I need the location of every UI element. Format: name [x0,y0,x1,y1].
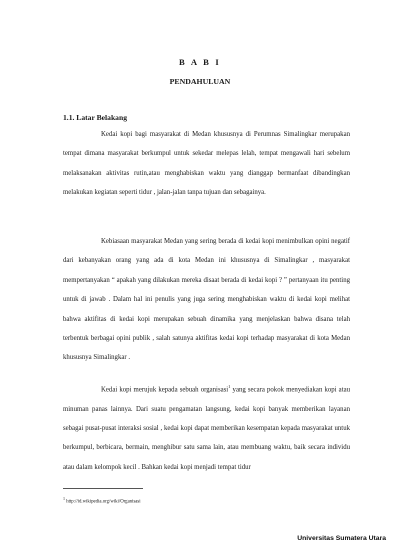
paragraph-3-rest: yang secara pokok menyediakan kopi atau minuman panas lainnya. Dari suatu pengamatan langsung, kedai kopi banyak memberikan layanan sebagai pusat-pusat interaksi sosial , kedai kopi dapat memberikan kesempatan kepada masyarakat untuk berkumpul, berbicara, bermain, menghibur satu sama lain, atau membuang waktu, baik secara individu atau dalam kelompok kecil . Bahkan kedai kopi menjadi tempat tidur [63,386,350,471]
chapter-title: PENDAHULUAN [169,77,231,86]
section-heading: 1.1. Latar Belakang [63,113,127,122]
paragraph-2 [63,232,350,368]
university-footer: Universitas Sumatera Utara [297,535,386,542]
paragraph-1 [63,125,350,203]
chapter-number: B A B I [179,57,221,67]
footnote-link[interactable]: http://id.wikipedia.org/wiki/Organisasi [65,499,141,505]
paragraph-2-text: Kebiasaan masyarakat Medan yang sering berada di kedai kopi menimbulkan opini negatif dari kebanyakan orang yang ada di kota Medan ini khususnya di Simalingkar , masyarakat mempertanyakan “ apakah yang dilakukan mereka disaat berada di kedai kopi ? ” pertanyaan itu penting untuk di jawab . Dalam hal ini penulis yang juga sering menghabiskan waktu di kedai kopi melihat bahwa aktifitas di kedai kopi merupakan sebuah dinamika yang menjelaskan bahwa disana telah terbentuk berbagai opini publik , salah satunya aktifitas kedai kopi terhadap masyarakat di kota Medan khususnya Simalingkar . [63,238,350,362]
footnote-divider [63,488,143,489]
footnote-marker: 1 [63,496,65,501]
paragraph-3-text [63,377,350,477]
paragraph-3-start: Kedai kopi merujuk kepada sebuah organisasi [101,386,229,394]
footnote-reference: 1 [228,384,231,389]
paragraph-1-text: Kedai kopi bagi masyarakat di Medan khususnya di Perumnas Simalingkar merupakan tempat dimana masyarakat berkumpul untuk sekedar melepas lelah, tempat mengawali hari sebelum melaksanakan aktivitas rutin,atau menghabiskan waktu yang dianggap bermanfaat dibandingkan melakukan kegiatan seperti tidur , jalan-jalan tanpa tujuan dan sebagainya. [63,131,350,197]
paragraph-3 [63,377,350,477]
footnote [63,496,141,505]
